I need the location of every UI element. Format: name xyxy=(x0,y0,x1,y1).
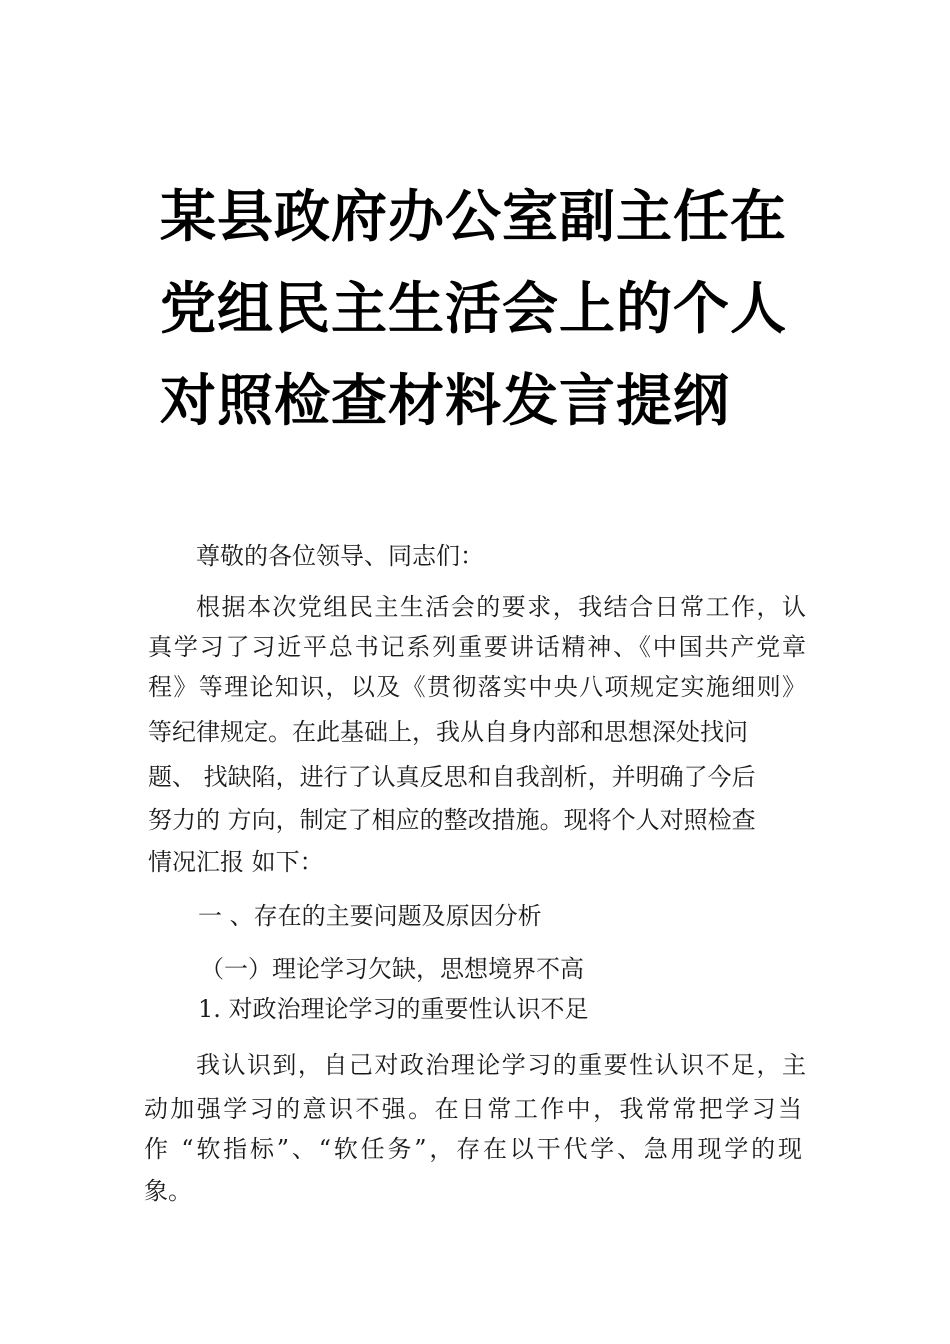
document-title xyxy=(160,172,820,448)
item-heading: 1. 对政治理论学习的重要性认识不足 xyxy=(198,995,589,1023)
paragraph-line: 真学习了习近平总书记系列重要讲话精神、《中国共产党章 xyxy=(148,633,806,661)
salutation: 尊敬的各位领导、同志们： xyxy=(196,542,484,570)
paragraph-line: 动加强学习的意识不强。在日常工作中，我常常把学习当 xyxy=(144,1095,802,1123)
paragraph-line: 情况汇报 如下： xyxy=(148,848,324,876)
subsection-heading: （一）理论学习欠缺，思想境界不高 xyxy=(200,955,584,983)
paragraph-line: 努力的 方向，制定了相应的整改措施。现将个人对照检查 xyxy=(148,806,756,834)
paragraph-line: 我认识到，自己对政治理论学习的重要性认识不足，主 xyxy=(196,1051,806,1079)
title-line: 对照检查材料发言提纲 xyxy=(160,369,730,434)
paragraph-line: 程》等理论知识，以及《贯彻落实中央八项规定实施细则》 xyxy=(148,673,806,701)
title-line: 党组民主生活会上的个人 xyxy=(160,277,787,342)
paragraph-line: 题、 找缺陷，进行了认真反思和自我剖析，并明确了今后 xyxy=(148,763,756,791)
section-heading: 一 、存在的主要问题及原因分析 xyxy=(198,902,542,930)
paragraph-line: 作 “软指标”、“软任务”，存在以干代学、急用现学的现 xyxy=(144,1135,802,1163)
title-line: 某县政府办公室副主任在 xyxy=(160,185,787,250)
paragraph-line: 等纪律规定。在此基础上，我从自身内部和思想深处找问 xyxy=(148,718,748,746)
paragraph-line: 象。 xyxy=(144,1177,192,1205)
paragraph-line: 根据本次党组民主生活会的要求，我结合日常工作，认 xyxy=(196,593,806,621)
